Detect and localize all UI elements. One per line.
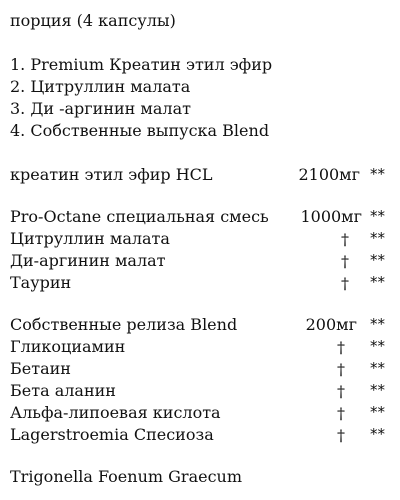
list-item: 1. Premium Креатин этил эфир [10,55,273,74]
dagger-mark: † [337,382,345,401]
footnote-mark: ** [370,359,385,377]
dagger-mark: † [337,338,345,357]
blend-amount: 1000мг [300,207,362,226]
blend-name: Собственные релиза Blend [10,315,238,334]
footnote-mark: ** [370,381,385,399]
dagger-mark: † [337,426,345,445]
footnote-mark: ** [370,425,385,443]
list-item: 2. Цитруллин малата [10,77,191,96]
footnote-mark: ** [370,337,385,355]
dagger-mark: † [341,274,349,293]
blend-ingredient-name: Цитруллин малата [10,229,170,248]
dagger-mark: † [341,252,349,271]
blend-ingredient-name: Бета аланин [10,381,116,400]
list-item: 4. Собственные выпуска Blend [10,121,270,140]
footnote-mark: ** [370,273,385,291]
footnote-mark: ** [370,207,385,225]
footnote-mark: ** [370,229,385,247]
blend-ingredient-name: Таурин [10,273,72,292]
footnote-mark: ** [370,251,385,269]
ingredient-amount: 2100мг [298,165,360,184]
serving-header: порция (4 капсулы) [10,11,176,30]
blend-name: Pro-Octane специальная смесь [10,207,269,226]
list-item: 3. Ди -аргинин малат [10,99,191,118]
blend-ingredient-name: Lagerstroemia Спесиоза [10,425,214,444]
footnote-mark: ** [370,315,385,333]
footnote-mark: ** [370,165,385,183]
dagger-mark: † [337,404,345,423]
ingredient-name: креатин этил эфир HCL [10,165,213,184]
dagger-mark: † [337,360,345,379]
blend-ingredient-name: Альфа-липоевая кислота [10,403,221,422]
blend-ingredient-name: Бетаин [10,359,71,378]
blend-ingredient-name: Гликоциамин [10,337,126,356]
blend-ingredient-name: Ди-аргинин малат [10,251,166,270]
footnote-mark: ** [370,403,385,421]
dagger-mark: † [341,230,349,249]
footer-ingredient: Trigonella Foenum Graecum [10,467,243,486]
blend-amount: 200мг [305,315,357,334]
